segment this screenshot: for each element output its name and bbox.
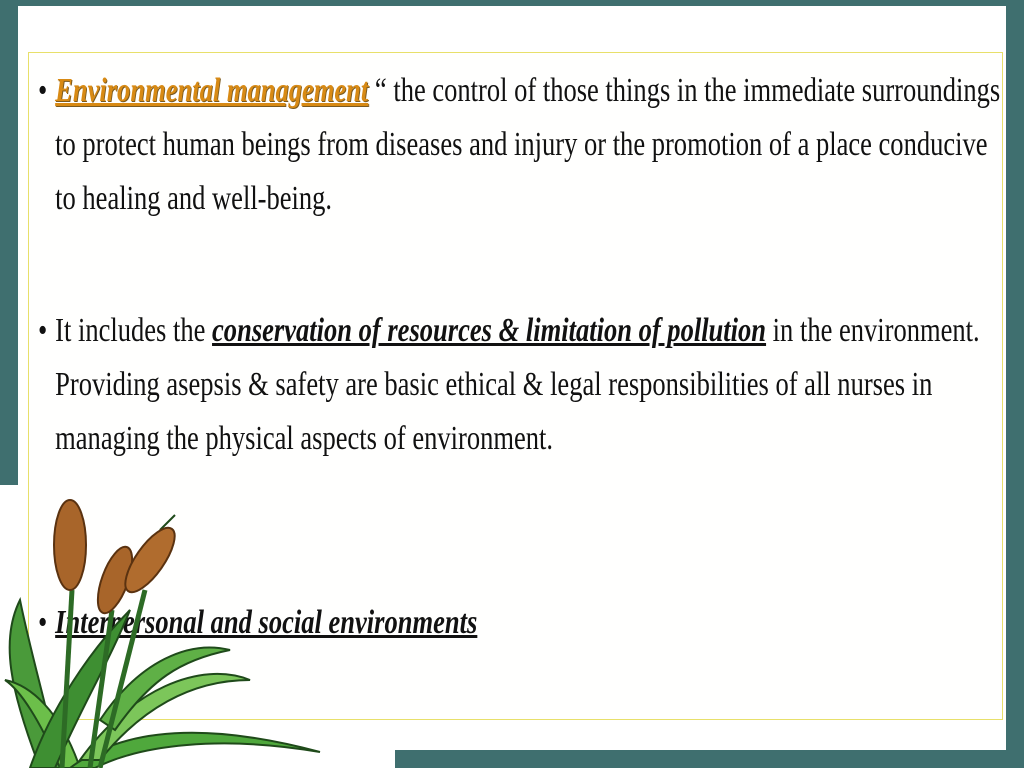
frame-right-bar: [1006, 0, 1024, 768]
bullet-marker: •: [38, 72, 48, 109]
bullet-term: Environmental management: [55, 72, 369, 109]
bullet-conservation: [38, 304, 1007, 466]
bullet-marker: •: [38, 312, 48, 349]
frame-bottom-bar: [395, 750, 1024, 768]
bullet-text: “ the control of those things in the immediate surroundings to protect human beings from diseases and injury or the promotion of a place conducive to healing and well-being.: [55, 72, 1001, 217]
bullet-marker: •: [38, 604, 48, 641]
frame-top-bar: [0, 0, 1024, 6]
cattail-plant-clipart: [0, 490, 330, 768]
bullet-term: conservation of resources & limitation of pollution: [212, 312, 767, 349]
bullet-text: in the environment. Providing asepsis & safety are basic ethical & legal responsibilities of all nurses in managing the physical aspects of environment.: [55, 312, 980, 457]
frame-left-bar: [0, 0, 18, 485]
bullet-term: Interpersonal and social environments: [55, 604, 478, 641]
bullet-environmental-management: [38, 64, 1007, 226]
cattail-leaves: [5, 600, 320, 768]
bullet-lead: It includes the: [55, 312, 213, 349]
